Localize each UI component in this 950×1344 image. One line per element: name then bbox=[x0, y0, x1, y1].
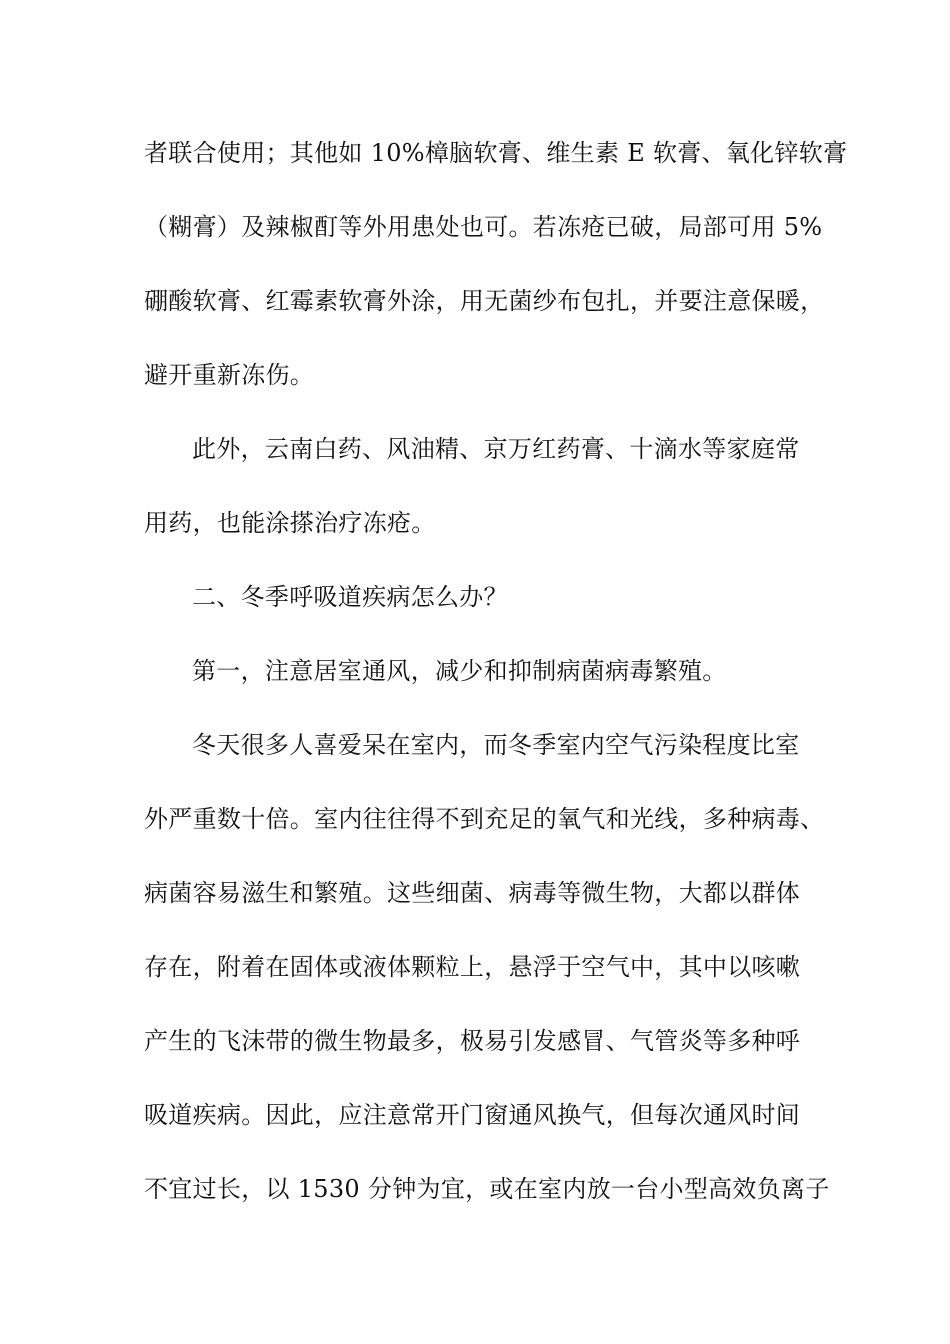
text-line: 吸道疾病。因此，应注意常开门窗通风换气，但每次通风时间 bbox=[144, 1101, 801, 1129]
paragraph-first-line: 此外，云南白药、风油精、京万红药膏、十滴水等家庭常 bbox=[192, 435, 800, 463]
text-line: 硼酸软膏、红霉素软膏外涂，用无菌纱布包扎，并要注意保暖， bbox=[144, 287, 825, 315]
paragraph-first-line: 冬天很多人喜爱呆在室内，而冬季室内空气污染程度比室 bbox=[192, 731, 800, 759]
text-line: 用药，也能涂搽治疗冻疮。 bbox=[144, 509, 436, 537]
text-line: 外严重数十倍。室内往往得不到充足的氧气和光线，多种病毒、 bbox=[144, 805, 825, 833]
text-line: 者联合使用；其他如 10%樟脑软膏、维生素 E 软膏、氧化锌软膏 bbox=[144, 139, 848, 167]
text-line: 不宜过长，以 1530 分钟为宜，或在室内放一台小型高效负离子 bbox=[144, 1175, 830, 1203]
paragraph-first-line: 第一，注意居室通风，减少和抑制病菌病毒繁殖。 bbox=[192, 657, 727, 685]
text-line: 避开重新冻伤。 bbox=[144, 361, 315, 389]
text-line: 病菌容易滋生和繁殖。这些细菌、病毒等微生物，大都以群体 bbox=[144, 879, 801, 907]
text-line: 产生的飞沫带的微生物最多，极易引发感冒、气管炎等多种呼 bbox=[144, 1027, 801, 1055]
text-line: 存在，附着在固体或液体颗粒上，悬浮于空气中，其中以咳嗽 bbox=[144, 953, 801, 981]
section-heading: 二、冬季呼吸道疾病怎么办？ bbox=[192, 583, 508, 611]
text-line: （糊膏）及辣椒酊等外用患处也可。若冻疮已破，局部可用 5% bbox=[144, 213, 823, 241]
